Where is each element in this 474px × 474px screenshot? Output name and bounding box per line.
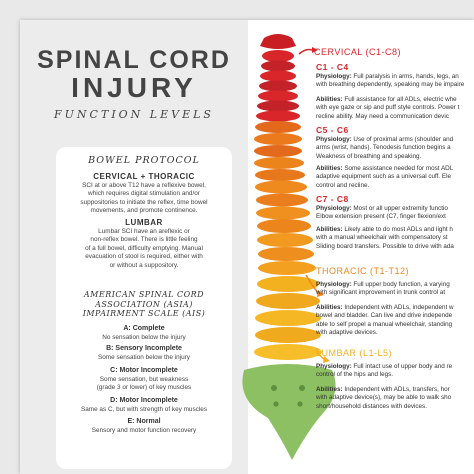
cervical-title: CERVICAL (C1-C8) [314, 47, 402, 57]
ais-item-c-desc: Some sensation, but weakness (grade 3 or lower) of key muscles [96, 376, 192, 391]
thoracic-title: THORACIC (T1-T12) [316, 266, 410, 276]
lumbar-title: LUMBAR (L1-L5) [316, 348, 393, 358]
ais-item-c-heading: C: Motor Incomplete [110, 367, 178, 374]
c7-physiology: Physiology: Most or all upper extremity functio Elbow extension present (C7, finger flexion/ext [316, 205, 448, 221]
c5-abilities: Abilities: Some assistance needed for most ADL adaptive equipment such as a universal cuff. Ele control and recline. [316, 165, 454, 189]
c5-physiology: Physiology: Use of proximal arms (shoulder and arms (wrist, hands). Tenodesis function begins a Weakness of breathing and speaking. [316, 136, 454, 160]
lumbar-vertebrae [254, 276, 322, 360]
ais-item-a-desc: No sensation below the injury [102, 334, 186, 341]
ais-item-d-heading: D: Motor Incomplete [110, 397, 178, 404]
lumbar-abilities: Abilities: Independent with ADLs, transfers, hor with adaptive device(s), may be able to walk sho short/household distances with devices. [316, 386, 452, 410]
field-label: Abilities: [316, 226, 343, 233]
lumbar-physiology: Physiology: Full intact use of upper body and re control of the hips and legs. [316, 363, 453, 379]
field-label: Abilities: [316, 386, 343, 393]
level-c1-c4: C1 - C4 [316, 62, 349, 72]
page-title-line2: INJURY [71, 72, 197, 103]
level-c7-c8: C7 - C8 [316, 194, 349, 204]
thoracic-vertebrae [254, 121, 316, 275]
page-subtitle: FUNCTION LEVELS [54, 108, 214, 121]
c1-physiology: Physiology: Full paralysis in arms, hands, legs, an with breathing dependently, speaking may be impaire [316, 73, 465, 89]
field-label: Abilities: [316, 165, 343, 172]
field-label: Physiology: [316, 136, 352, 143]
cervical-arrow [299, 50, 312, 55]
lumbar-heading: LUMBAR [125, 218, 163, 227]
ais-item-e-heading: E: Normal [127, 418, 161, 425]
cervical-thoracic-text: SCI at or above T12 have a reflexive bowel, which requires digital stimulation and/or suppositories to initiate the reflex, time bowel movements, and promote continence. [80, 182, 208, 215]
c1-abilities: Abilities: Full assistance for all ADLs, electric whe with eye gaze or sip and puff style controls. Power t recline ability. May need a communication devic [316, 96, 460, 120]
level-c5-c6: C5 - C6 [316, 125, 349, 135]
lumbar-text: Lumbar SCI have an areflexic or non-reflex bowel. There is little feeling of a full bowel, difficulty emptying. Manual evacuation of stool is required, either with or without a suppository. [85, 228, 203, 269]
thoracic-physiology: Physiology: Full upper body function, a varying with significant improvement in trunk control at [316, 281, 450, 297]
bowel-protocol-title: BOWEL PROTOCOL [88, 155, 200, 166]
cervical-thoracic-heading: CERVICAL + THORACIC [93, 172, 195, 181]
ais-title: AMERICAN SPINAL CORD ASSOCIATION (ASIA) IMPAIRMENT SCALE (AIS) [82, 290, 206, 318]
field-label: Physiology: [316, 363, 352, 370]
c7-abilities: Abilities: Likely able to do most ADLs and light h with a manual wheelchair with compensatory st Sliding board transfers. Possible to drive with ada [316, 226, 454, 250]
field-label: Abilities: [316, 96, 343, 103]
ais-item-b-heading: B: Sensory Incomplete [106, 345, 182, 352]
ais-item-b-desc: Some sensation below the injury [97, 354, 190, 361]
field-label: Physiology: [316, 281, 352, 288]
cervical-vertebrae [256, 34, 300, 122]
ais-item-e-desc: Sensory and motor function recovery [91, 427, 197, 434]
ais-item-d-desc: Same as C, but with strength of key muscles [80, 406, 208, 413]
field-label: Abilities: [316, 304, 343, 311]
poster-page [20, 20, 474, 474]
thoracic-abilities: Abilities: Independent with ADLs, independent w bowel and bladder. Can live and drive independe able to self propel a manual wheelchair, standing with adaptive devices. [316, 304, 454, 337]
field-label: Physiology: [316, 205, 352, 212]
ais-item-a-heading: A: Complete [123, 325, 165, 332]
page-title-line1: SPINAL CORD [37, 46, 231, 74]
field-label: Physiology: [316, 73, 352, 80]
